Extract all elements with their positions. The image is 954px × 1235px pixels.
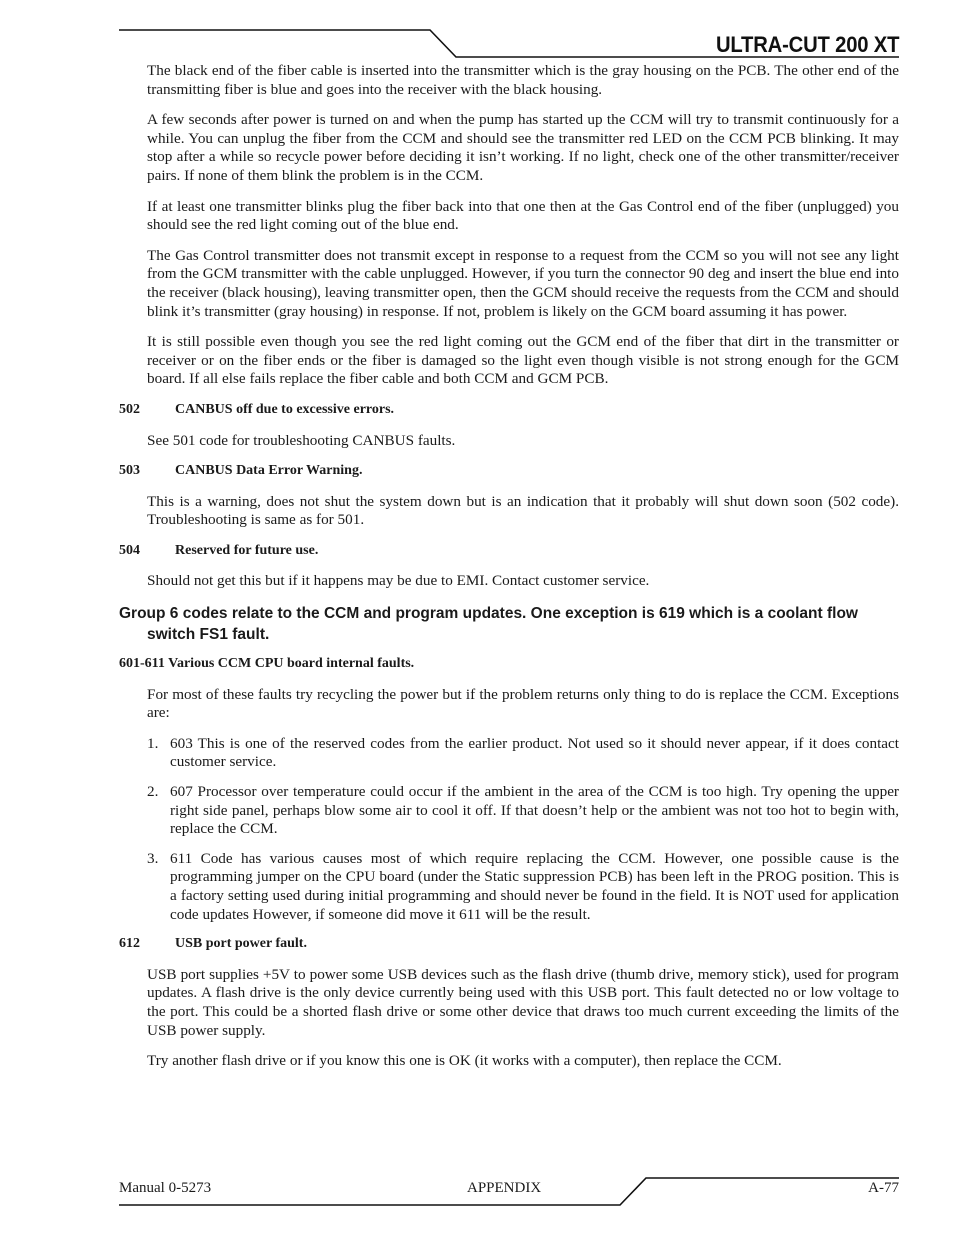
list-text: 607 Processor over temperature could occur if the ambient in the area of the CCM is too high. Try opening the upper right side panel, perhaps blow some air to cool it off. If that doesn’t help or the ambient was not too hot to begin with, replace the CCM. [170,783,899,838]
code-heading-612 [119,935,899,954]
code-heading-502 [119,401,899,420]
list-item [147,783,899,839]
code-heading-601-611 [119,655,899,674]
paragraph: If at least one transmitter blinks plug the fiber back into that one then at the Gas Control end of the fiber (unplugged) you should see the red light coming out of the blue end. [147,197,899,234]
code-title: CANBUS off due to excessive errors. [175,401,395,417]
page-number: A-77 [868,1180,899,1196]
paragraph: Should not get this but if it happens may be due to EMI. Contact customer service. [147,572,650,590]
section-name: APPENDIX [467,1180,542,1196]
code-number: 502 [119,401,140,417]
manual-number: Manual 0-5273 [119,1180,212,1196]
paragraph: The Gas Control transmitter does not transmit except in response to a request from the CCM so you will not see any light from the GCM transmitter with the cable unplugged. However, if you turn the connector 90 deg and insert the blue end into the receiver (black housing), leaving transmitter open, then the GCM should receive the requests from the CCM and should blink it’s transmitter (gray housing) in response. If not, problem is likely on the GCM board assuming it has power. [147,246,899,320]
paragraph: It is still possible even though you see the red light coming out the GCM end of the fiber that dirt in the transmitter or receiver or on the fiber ends or the fiber is damaged so the light even though visible is not strong enough for the GCM board. If all else fails replace the fiber cable and both CCM and GCM PCB. [147,333,899,388]
paragraph: A few seconds after power is turned on and when the pump has started up the CCM will try to transmit continuously for a while. You can unplug the fiber from the CCM and should see the transmitter red LED on the CCM PCB blinking. It may stop after a while so recycle power before deciding it isn’t working. If no light, check one of the other transmitter/receiver pairs. If none of them blink the problem is in the CCM. [147,111,899,184]
code-title: CANBUS Data Error Warning. [175,463,363,479]
list-number: 3. [147,849,159,867]
list-item [147,850,899,924]
list-text: 611 Code has various causes most of which require replacing the CCM. However, one possible cause is the programming jumper on the CPU board (under the Static suppression PCB) has been left in the PROG position. This is a factory setting used during initial programming and should never be found in the field. It is NOT used for application code updates However, if someone did move it 611 will be the result. [170,849,899,923]
paragraph: The black end of the fiber cable is inserted into the transmitter which is the gray housing on the PCB. The other end of the transmitting fiber is blue and goes into the receiver with the black housing. [147,62,899,98]
code-number: 612 [119,936,140,952]
list-text: 603 This is one of the reserved codes from the earlier product. Not used so it should never appear, if it does contact customer service. [170,734,899,771]
code-heading-504 [119,542,899,561]
code-title: USB port power fault. [175,936,307,952]
list-item [147,735,899,772]
code-heading-503 [119,462,899,481]
list-number: 1. [147,734,159,752]
list-number: 2. [147,783,159,801]
document-title: ULTRA-CUT 200 XT [715,32,899,57]
paragraph: For most of these faults try recycling the power but if the problem returns only thing to do is replace the CCM. Exceptions are: [147,685,899,722]
page-body [119,62,899,1083]
group-heading: Group 6 codes relate to the CCM and program updates. One exception is 619 which is a coolant flow switch FS1 fault. [119,605,858,644]
paragraph: Try another flash drive or if you know this one is OK (it works with a computer), then replace the CCM. [147,1052,782,1070]
code-title: 601-611 Various CCM CPU board internal faults. [119,656,415,672]
paragraph: This is a warning, does not shut the system down but is an indication that it probably will shut down soon (502 code). Troubleshooting is same as for 501. [147,492,899,529]
code-title: Reserved for future use. [175,542,319,558]
code-number: 503 [119,463,140,479]
code-number: 504 [119,542,140,558]
paragraph: See 501 code for troubleshooting CANBUS faults. [147,431,456,449]
paragraph: USB port supplies +5V to power some USB devices such as the flash drive (thumb drive, memory stick), used for program updates. A flash drive is the only device currently being used with this USB port. This fault detected no or low voltage to the port. This could be a shorted flash drive or some other device that draws too much current exceeding the limits of the USB power supply. [147,965,899,1039]
